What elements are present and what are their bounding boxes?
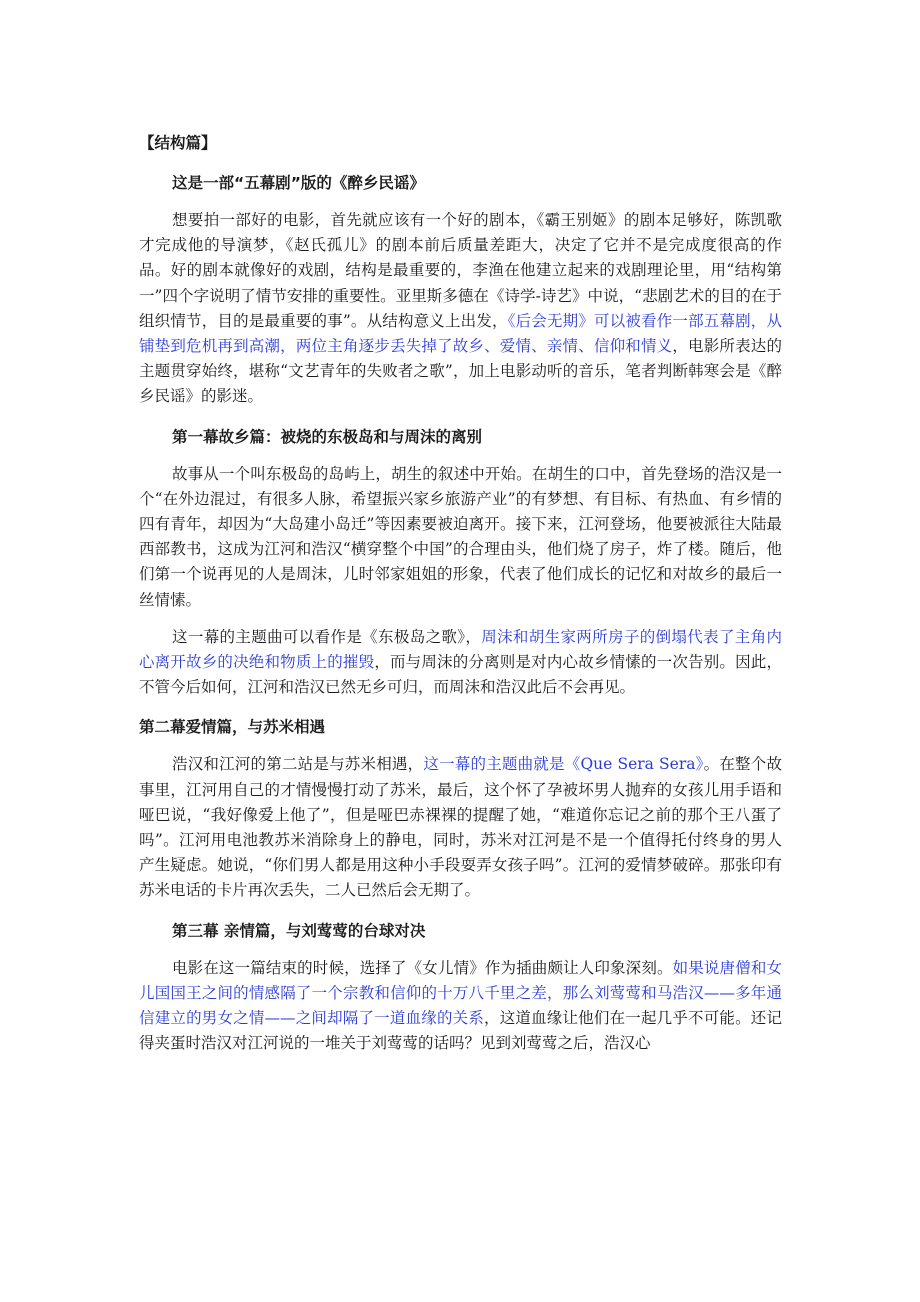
intro-text-b: ，电影所表达的主题贯穿始终，堪称“文艺青年的失败者之歌”，加上电影动听的音乐，笔者判断韩寒会是《醉乡民谣》的影迷。	[139, 337, 782, 406]
act1-paragraph-1: 故事从一个叫东极岛的岛屿上，胡生的叙述中开始。在胡生的口中，首先登场的浩汉是一个“在外边混过，有很多人脉，希望振兴家乡旅游产业”的有梦想、有目标、有热血、有乡情的四有青年，却因为“大岛建小岛迁”等因素要被迫离开。接下来，江河登场，他要被派往大陆最西部教书，这成为江河和浩汉“横穿整个中国”的合理由头，他们烧了房子，炸了楼。随后，他们第一个说再见的人是周沫，儿时邻家姐姐的形象，代表了他们成长的记忆和对故乡的最后一丝情愫。	[139, 464, 782, 609]
act3-title: 第三幕 亲情篇，与刘莺莺的台球对决	[172, 921, 426, 940]
act1-text-a: 这一幕的主题曲可以看作是《东极岛之歌》，	[172, 627, 482, 646]
act2-text-b: 。在整个故事里，江河用自己的才情慢慢打动了苏米，最后，这个怀了孕被坏男人抛弃的女孩儿用手语和哑巴说，“我好像爱上他了”，但是哑巴赤裸裸的提醒了她，“难道你忘记之前的那个王八蛋了吗”。江河用电池教苏米消除身上的静电，同时，苏米对江河是不是一个值得托付终身的男人产生疑虑。她说，“你们男人都是用这种小手段耍弄女孩子吗”。江河的爱情梦破碎。那张印有苏米电话的卡片再次丢失，二人已然后会无期了。	[139, 755, 782, 900]
act1-paragraph-2	[139, 625, 782, 701]
act3-text-b: ，这道血缘让他们在一起几乎不可能。还记得夹蛋时浩汉对江河说的一堆关于刘莺莺的话吗？见到刘莺莺之后，浩汉心	[139, 1009, 782, 1053]
act1-title: 第一幕故乡篇：被烧的东极岛和与周沫的离别	[172, 427, 483, 446]
act2-title: 第二幕爱情篇，与苏米相遇	[139, 718, 326, 737]
act2-paragraph	[139, 752, 782, 903]
act3-highlight: 如果说唐僧和女儿国国王之间的情感隔了一个宗教和信仰的十万八千里之差，那么刘莺莺和马浩汉——多年通信建立的男女之情——之间却隔了一道血缘的关系	[139, 958, 782, 1028]
act2-highlight: 这一幕的主题曲就是《Que Sera Sera》	[423, 755, 704, 774]
intro-title: 这是一部“五幕剧”版的《醉乡民谣》	[172, 174, 425, 192]
section-heading: 【结构篇】	[139, 134, 217, 152]
act1-highlight: 周沫和胡生家两所房子的倒塌代表了主角内心离开故乡的决绝和物质上的摧毁	[139, 627, 782, 672]
act3-paragraph	[139, 956, 782, 1057]
intro-text-a: 想要拍一部好的电影，首先就应该有一个好的剧本，《霸王别姬》的剧本足够好，陈凯歌才完成他的导演梦，《赵氏孤儿》的剧本前后质量差距大，决定了它并不是完成度很高的作品。好的剧本就像好的戏剧，结构是最重要的，李渔在他建立起来的戏剧理论里，用“结构第一”四个字说明了情节安排的重要性。亚里斯多德在《诗学-诗艺》中说，“悲剧艺术的目的在于组织情节，目的是最重要的事”。从结构意义上出发，	[139, 211, 782, 330]
act1-text-b: ，而与周沫的分离则是对内心故乡情愫的一次告别。因此，不管今后如何，江河和浩汉已然无乡可归，而周沫和浩汉此后不会再见。	[139, 653, 782, 697]
article-body	[139, 128, 782, 1056]
act3-text-a: 电影在这一篇结束的时候，选择了《女儿情》作为插曲颇让人印象深刻。	[172, 958, 673, 977]
intro-paragraph	[139, 208, 782, 410]
act2-text-a: 浩汉和江河的第二站是与苏米相遇，	[172, 755, 424, 774]
intro-highlight: 《后会无期》可以被看作一部五幕剧，从铺垫到危机再到高潮，两位主角逐步丢失掉了故乡、爱情、亲情、信仰和情义	[139, 311, 782, 356]
